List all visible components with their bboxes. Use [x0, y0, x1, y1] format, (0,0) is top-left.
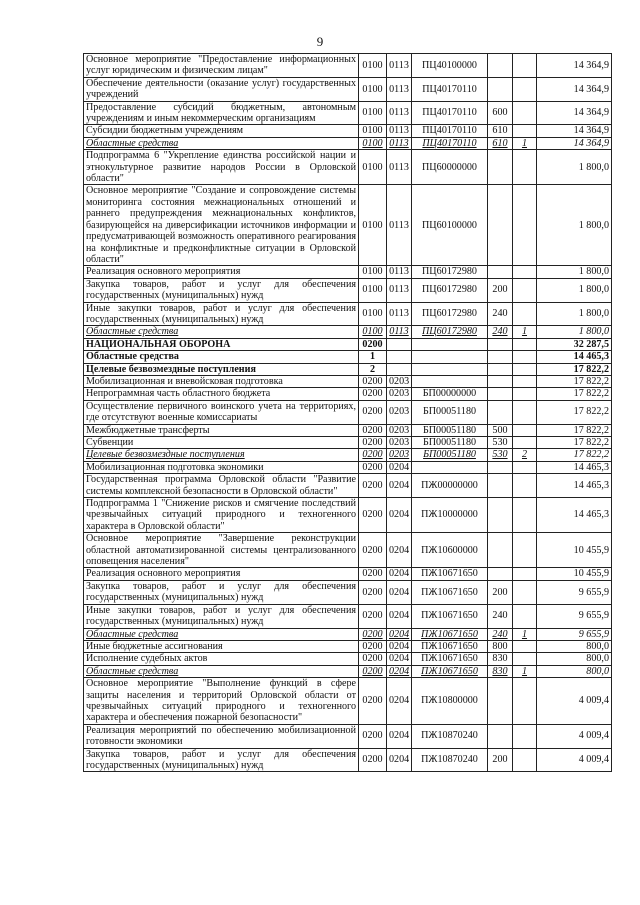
- amount: 14 364,9: [537, 54, 612, 78]
- funding-source-code: [513, 150, 537, 185]
- funding-source-code: [513, 77, 537, 101]
- expense-type-code: [488, 266, 513, 278]
- table-row: [84, 640, 612, 652]
- target-article-code: ПЦ60000000: [412, 150, 488, 185]
- table-row: [84, 338, 612, 350]
- section-code: 0200: [359, 665, 387, 677]
- target-article-code: ПЖ10000000: [412, 498, 488, 533]
- table-row: [84, 653, 612, 665]
- item-name: Подпрограмма 6 "Укрепление единства российской нации и этнокультурное развитие народов России в Орловской области": [84, 150, 359, 185]
- target-article-code: ПЦ60100000: [412, 185, 488, 266]
- table-row: [84, 302, 612, 326]
- subsection-code: 0203: [387, 375, 412, 387]
- expense-type-code: [488, 568, 513, 580]
- amount: 800,0: [537, 640, 612, 652]
- item-name: Предоставление субсидий бюджетным, автономным учреждениям и иным некоммерческим организациям: [84, 101, 359, 125]
- target-article-code: БП00051180: [412, 449, 488, 461]
- target-article-code: ПЖ10671650: [412, 604, 488, 628]
- expense-type-code: 530: [488, 449, 513, 461]
- table-row: [84, 278, 612, 302]
- table-row: [84, 437, 612, 449]
- item-name: Реализация мероприятий по обеспечению мобилизационной готовности экономики: [84, 724, 359, 748]
- item-name: Иные закупки товаров, работ и услуг для обеспечения государственных (муниципальных) нужд: [84, 604, 359, 628]
- item-name: Реализация основного мероприятия: [84, 266, 359, 278]
- item-name: НАЦИОНАЛЬНАЯ ОБОРОНА: [84, 338, 359, 350]
- table-row: [84, 424, 612, 436]
- table-row: [84, 326, 612, 338]
- table-row: [84, 266, 612, 278]
- expense-type-code: 200: [488, 748, 513, 772]
- section-code: 0200: [359, 338, 387, 350]
- subsection-code: 0204: [387, 678, 412, 725]
- amount: 14 364,9: [537, 125, 612, 137]
- target-article-code: ПЦ60172980: [412, 326, 488, 338]
- subsection-code: 0204: [387, 604, 412, 628]
- table-row: [84, 363, 612, 375]
- subsection-code: 0113: [387, 137, 412, 149]
- amount: 17 822,2: [537, 375, 612, 387]
- subsection-code: 0204: [387, 724, 412, 748]
- funding-source-code: [513, 278, 537, 302]
- subsection-code: 0203: [387, 449, 412, 461]
- amount: 1 800,0: [537, 302, 612, 326]
- amount: 14 465,3: [537, 351, 612, 363]
- expense-type-code: [488, 388, 513, 400]
- item-name: Иные бюджетные ассигнования: [84, 640, 359, 652]
- amount: 1 800,0: [537, 150, 612, 185]
- target-article-code: ПЖ10870240: [412, 748, 488, 772]
- section-code: 0100: [359, 185, 387, 266]
- item-name: Субвенции: [84, 437, 359, 449]
- section-code: 0200: [359, 461, 387, 473]
- section-code: 0200: [359, 388, 387, 400]
- expense-type-code: 610: [488, 125, 513, 137]
- funding-source-code: [513, 461, 537, 473]
- expense-type-code: [488, 724, 513, 748]
- amount: 9 655,9: [537, 580, 612, 604]
- expense-type-code: [488, 351, 513, 363]
- expense-type-code: 240: [488, 604, 513, 628]
- subsection-code: 0204: [387, 628, 412, 640]
- expense-type-code: 830: [488, 653, 513, 665]
- table-row: [84, 628, 612, 640]
- target-article-code: ПЦ60172980: [412, 278, 488, 302]
- section-code: 0200: [359, 748, 387, 772]
- section-code: 0200: [359, 424, 387, 436]
- table-row: [84, 665, 612, 677]
- funding-source-code: [513, 125, 537, 137]
- amount: 14 465,3: [537, 474, 612, 498]
- target-article-code: [412, 461, 488, 473]
- subsection-code: 0113: [387, 77, 412, 101]
- expense-type-code: 240: [488, 628, 513, 640]
- table-row: [84, 185, 612, 266]
- section-code: 0200: [359, 604, 387, 628]
- expense-type-code: 200: [488, 580, 513, 604]
- item-name: Межбюджетные трансферты: [84, 424, 359, 436]
- amount: 17 822,2: [537, 437, 612, 449]
- funding-source-code: [513, 375, 537, 387]
- funding-source-code: 1: [513, 137, 537, 149]
- funding-source-code: [513, 474, 537, 498]
- amount: 17 822,2: [537, 388, 612, 400]
- expense-type-code: [488, 533, 513, 568]
- amount: 4 009,4: [537, 748, 612, 772]
- expense-type-code: [488, 498, 513, 533]
- section-code: 0200: [359, 653, 387, 665]
- section-code: 0100: [359, 101, 387, 125]
- expense-type-code: [488, 77, 513, 101]
- item-name: Областные средства: [84, 326, 359, 338]
- subsection-code: 0204: [387, 653, 412, 665]
- target-article-code: ПЦ60172980: [412, 302, 488, 326]
- subsection-code: 0113: [387, 54, 412, 78]
- expense-type-code: [488, 150, 513, 185]
- subsection-code: 0113: [387, 266, 412, 278]
- funding-source-code: [513, 653, 537, 665]
- funding-source-code: [513, 498, 537, 533]
- expense-type-code: [488, 678, 513, 725]
- budget-table: [83, 53, 612, 772]
- funding-source-code: [513, 424, 537, 436]
- item-name: Целевые безвозмездные поступления: [84, 363, 359, 375]
- section-code: 0100: [359, 54, 387, 78]
- funding-source-code: [513, 640, 537, 652]
- item-name: Осуществление первичного воинского учета на территориях, где отсутствуют военные комиссариаты: [84, 400, 359, 424]
- funding-source-code: [513, 388, 537, 400]
- target-article-code: ПЦ40170110: [412, 125, 488, 137]
- item-name: Основное мероприятие "Выполнение функций в сфере защиты населения и территорий Орловской области от чрезвычайных ситуаций природного и техногенного характера и обеспечения пожарной безопасности": [84, 678, 359, 725]
- section-code: 0200: [359, 498, 387, 533]
- item-name: Областные средства: [84, 665, 359, 677]
- target-article-code: [412, 363, 488, 375]
- target-article-code: ПЖ10671650: [412, 580, 488, 604]
- subsection-code: 0113: [387, 302, 412, 326]
- section-code: 0200: [359, 449, 387, 461]
- amount: 9 655,9: [537, 628, 612, 640]
- funding-source-code: [513, 185, 537, 266]
- table-row: [84, 137, 612, 149]
- target-article-code: ПЖ10671650: [412, 665, 488, 677]
- expense-type-code: [488, 400, 513, 424]
- funding-source-code: [513, 724, 537, 748]
- subsection-code: 0113: [387, 101, 412, 125]
- amount: 800,0: [537, 665, 612, 677]
- expense-type-code: [488, 375, 513, 387]
- amount: 14 364,9: [537, 77, 612, 101]
- target-article-code: ПЖ10870240: [412, 724, 488, 748]
- funding-source-code: [513, 604, 537, 628]
- table-row: [84, 533, 612, 568]
- subsection-code: 0203: [387, 388, 412, 400]
- section-code: 0100: [359, 278, 387, 302]
- target-article-code: ПЖ10671650: [412, 653, 488, 665]
- subsection-code: 0113: [387, 326, 412, 338]
- section-code: 0100: [359, 125, 387, 137]
- table-row: [84, 580, 612, 604]
- section-code: 1: [359, 351, 387, 363]
- expense-type-code: [488, 461, 513, 473]
- subsection-code: 0203: [387, 437, 412, 449]
- item-name: Закупка товаров, работ и услуг для обеспечения государственных (муниципальных) нужд: [84, 580, 359, 604]
- section-code: 0200: [359, 640, 387, 652]
- item-name: Мобилизационная подготовка экономики: [84, 461, 359, 473]
- item-name: Закупка товаров, работ и услуг для обеспечения государственных (муниципальных) нужд: [84, 748, 359, 772]
- section-code: 0100: [359, 326, 387, 338]
- target-article-code: ПЦ40100000: [412, 54, 488, 78]
- funding-source-code: [513, 533, 537, 568]
- target-article-code: ПЦ60172980: [412, 266, 488, 278]
- subsection-code: 0113: [387, 185, 412, 266]
- item-name: Обеспечение деятельности (оказание услуг) государственных учреждений: [84, 77, 359, 101]
- subsection-code: 0113: [387, 278, 412, 302]
- table-row: [84, 54, 612, 78]
- target-article-code: [412, 375, 488, 387]
- funding-source-code: 1: [513, 628, 537, 640]
- funding-source-code: [513, 580, 537, 604]
- subsection-code: [387, 351, 412, 363]
- funding-source-code: [513, 302, 537, 326]
- expense-type-code: 500: [488, 424, 513, 436]
- table-row: [84, 125, 612, 137]
- amount: 14 364,9: [537, 137, 612, 149]
- table-row: [84, 400, 612, 424]
- funding-source-code: [513, 568, 537, 580]
- section-code: 0100: [359, 266, 387, 278]
- subsection-code: 0204: [387, 533, 412, 568]
- subsection-code: 0203: [387, 424, 412, 436]
- funding-source-code: [513, 748, 537, 772]
- table-row: [84, 474, 612, 498]
- subsection-code: 0204: [387, 665, 412, 677]
- table-row: [84, 388, 612, 400]
- amount: 17 822,2: [537, 400, 612, 424]
- subsection-code: 0204: [387, 474, 412, 498]
- section-code: 0100: [359, 302, 387, 326]
- funding-source-code: 1: [513, 326, 537, 338]
- item-name: Основное мероприятие "Завершение реконструкции областной автоматизированной системы централизованного оповещения населения": [84, 533, 359, 568]
- section-code: 0100: [359, 150, 387, 185]
- target-article-code: ПЖ10600000: [412, 533, 488, 568]
- section-code: 0100: [359, 77, 387, 101]
- table-row: [84, 498, 612, 533]
- amount: 9 655,9: [537, 604, 612, 628]
- item-name: Основное мероприятие "Предоставление информационных услуг юридическим и физическим лицам": [84, 54, 359, 78]
- target-article-code: ПЦ40170110: [412, 77, 488, 101]
- table-row: [84, 375, 612, 387]
- expense-type-code: 600: [488, 101, 513, 125]
- target-article-code: ПЦ40170110: [412, 101, 488, 125]
- table-row: [84, 449, 612, 461]
- table-row: [84, 77, 612, 101]
- amount: 1 800,0: [537, 266, 612, 278]
- item-name: Государственная программа Орловской области "Развитие системы комплексной безопасности в Орловской области": [84, 474, 359, 498]
- table-row: [84, 568, 612, 580]
- section-code: 0200: [359, 437, 387, 449]
- expense-type-code: 530: [488, 437, 513, 449]
- expense-type-code: [488, 338, 513, 350]
- item-name: Реализация основного мероприятия: [84, 568, 359, 580]
- funding-source-code: [513, 437, 537, 449]
- funding-source-code: [513, 400, 537, 424]
- item-name: Закупка товаров, работ и услуг для обеспечения государственных (муниципальных) нужд: [84, 278, 359, 302]
- item-name: Целевые безвозмездные поступления: [84, 449, 359, 461]
- section-code: 0200: [359, 724, 387, 748]
- section-code: 0200: [359, 400, 387, 424]
- subsection-code: 0204: [387, 461, 412, 473]
- subsection-code: 0113: [387, 125, 412, 137]
- expense-type-code: [488, 185, 513, 266]
- expense-type-code: 200: [488, 278, 513, 302]
- table-row: [84, 461, 612, 473]
- amount: 14 364,9: [537, 101, 612, 125]
- table-row: [84, 678, 612, 725]
- amount: 14 465,3: [537, 498, 612, 533]
- target-article-code: ПЖ10800000: [412, 678, 488, 725]
- target-article-code: [412, 338, 488, 350]
- funding-source-code: [513, 101, 537, 125]
- expense-type-code: 240: [488, 326, 513, 338]
- funding-source-code: [513, 266, 537, 278]
- funding-source-code: [513, 678, 537, 725]
- item-name: Областные средства: [84, 137, 359, 149]
- amount: 800,0: [537, 653, 612, 665]
- subsection-code: 0204: [387, 640, 412, 652]
- expense-type-code: 240: [488, 302, 513, 326]
- item-name: Непрограммная часть областного бюджета: [84, 388, 359, 400]
- amount: 4 009,4: [537, 678, 612, 725]
- expense-type-code: 800: [488, 640, 513, 652]
- amount: 10 455,9: [537, 568, 612, 580]
- target-article-code: БП00000000: [412, 388, 488, 400]
- expense-type-code: [488, 54, 513, 78]
- funding-source-code: [513, 54, 537, 78]
- section-code: 0200: [359, 568, 387, 580]
- funding-source-code: 2: [513, 449, 537, 461]
- subsection-code: 0203: [387, 400, 412, 424]
- item-name: Мобилизационная и вневойсковая подготовка: [84, 375, 359, 387]
- amount: 17 822,2: [537, 424, 612, 436]
- table-row: [84, 351, 612, 363]
- page-number: 9: [316, 34, 324, 49]
- target-article-code: ПЖ00000000: [412, 474, 488, 498]
- target-article-code: БП00051180: [412, 424, 488, 436]
- item-name: Основное мероприятие "Создание и сопровождение системы мониторинга состояния межнациональных отношений и раннего предупреждения межнациональных конфликтов, базирующейся на диверсификации источников информации и предусматривающей возможность оперативного реагирования на конфликтные и предконфликтные ситуации в Орловской области": [84, 185, 359, 266]
- section-code: 0200: [359, 375, 387, 387]
- amount: 1 800,0: [537, 185, 612, 266]
- funding-source-code: [513, 338, 537, 350]
- subsection-code: [387, 338, 412, 350]
- section-code: 0200: [359, 678, 387, 725]
- subsection-code: 0204: [387, 580, 412, 604]
- target-article-code: ПЖ10671650: [412, 640, 488, 652]
- subsection-code: 0204: [387, 748, 412, 772]
- amount: 32 287,5: [537, 338, 612, 350]
- item-name: Областные средства: [84, 628, 359, 640]
- subsection-code: 0204: [387, 498, 412, 533]
- target-article-code: ПЖ10671650: [412, 628, 488, 640]
- item-name: Субсидии бюджетным учреждениям: [84, 125, 359, 137]
- funding-source-code: 1: [513, 665, 537, 677]
- subsection-code: 0113: [387, 150, 412, 185]
- section-code: 0200: [359, 474, 387, 498]
- item-name: Иные закупки товаров, работ и услуг для обеспечения государственных (муниципальных) нужд: [84, 302, 359, 326]
- section-code: 0200: [359, 580, 387, 604]
- expense-type-code: 830: [488, 665, 513, 677]
- section-code: 0100: [359, 137, 387, 149]
- funding-source-code: [513, 351, 537, 363]
- table-row: [84, 604, 612, 628]
- amount: 4 009,4: [537, 724, 612, 748]
- amount: 14 465,3: [537, 461, 612, 473]
- funding-source-code: [513, 363, 537, 375]
- subsection-code: [387, 363, 412, 375]
- section-code: 0200: [359, 628, 387, 640]
- target-article-code: БП00051180: [412, 400, 488, 424]
- expense-type-code: [488, 363, 513, 375]
- table-row: [84, 150, 612, 185]
- section-code: 0200: [359, 533, 387, 568]
- expense-type-code: 610: [488, 137, 513, 149]
- subsection-code: 0204: [387, 568, 412, 580]
- target-article-code: БП00051180: [412, 437, 488, 449]
- item-name: Исполнение судебных актов: [84, 653, 359, 665]
- expense-type-code: [488, 474, 513, 498]
- table-row: [84, 724, 612, 748]
- item-name: Областные средства: [84, 351, 359, 363]
- amount: 17 822,2: [537, 449, 612, 461]
- amount: 1 800,0: [537, 326, 612, 338]
- amount: 10 455,9: [537, 533, 612, 568]
- target-article-code: ПЦ40170110: [412, 137, 488, 149]
- item-name: Подпрограмма 1 "Снижение рисков и смягчение последствий чрезвычайных ситуаций природного и техногенного характера в Орловской области": [84, 498, 359, 533]
- table-row: [84, 101, 612, 125]
- section-code: 2: [359, 363, 387, 375]
- target-article-code: ПЖ10671650: [412, 568, 488, 580]
- amount: 17 822,2: [537, 363, 612, 375]
- target-article-code: [412, 351, 488, 363]
- table-row: [84, 748, 612, 772]
- amount: 1 800,0: [537, 278, 612, 302]
